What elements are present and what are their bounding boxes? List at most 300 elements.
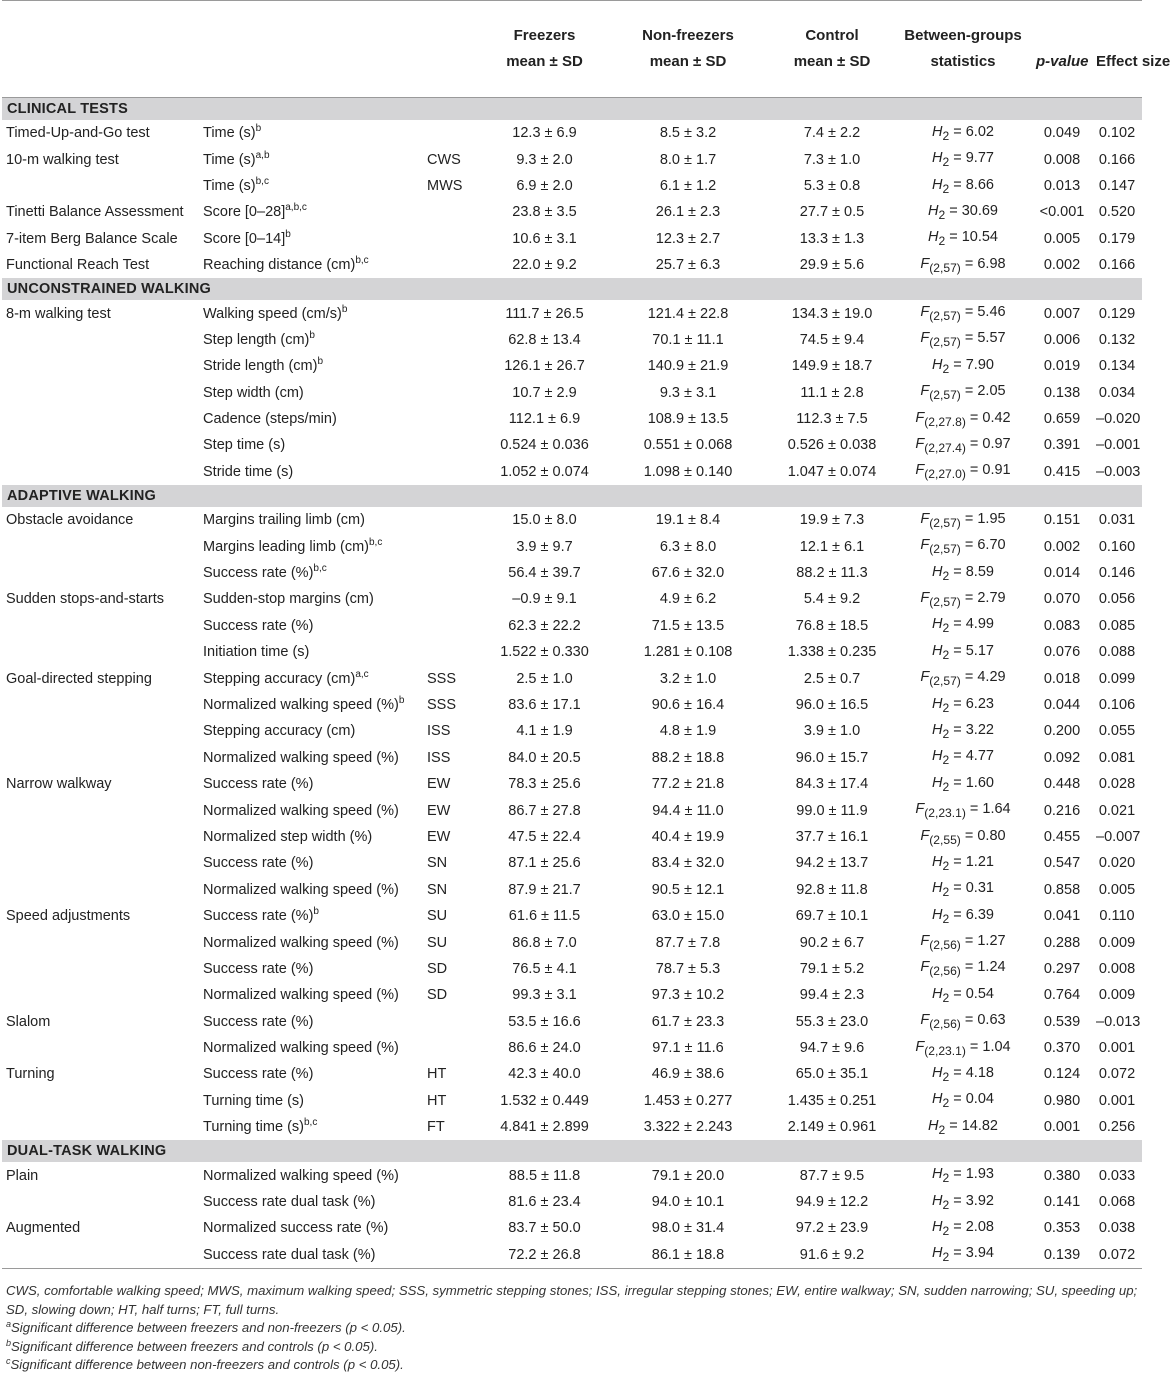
measure-label: Success rate (%)	[203, 617, 314, 634]
nonfreezers-value: 4.9 ± 6.2	[659, 591, 717, 608]
table-row	[2, 850, 1142, 876]
control-value: 90.2 ± 6.7	[799, 934, 865, 951]
table-row	[2, 1088, 1142, 1114]
condition: SN	[427, 881, 448, 898]
stat-value: = 6.23	[949, 695, 994, 712]
nonfreezers-value: 25.7 ± 6.3	[655, 257, 721, 274]
condition	[423, 1162, 483, 1188]
stat-value: = 1.04	[965, 1038, 1011, 1055]
between-groups-stat	[894, 533, 1032, 559]
stat-letter: F	[920, 590, 930, 606]
stat-value: = 1.21	[949, 853, 994, 870]
test-name: Speed adjustments	[6, 908, 131, 925]
between-groups-stat	[894, 956, 1032, 982]
between-groups-stat	[894, 639, 1032, 665]
table-row	[2, 1009, 1142, 1035]
stat-subscript: 2	[942, 885, 950, 900]
stat-letter: F	[915, 409, 925, 426]
effect-size: 0.020	[1098, 855, 1136, 872]
stat-value: = 0.04	[949, 1091, 994, 1108]
condition: SU	[427, 908, 448, 925]
freezers-value: 112.1 ± 6.9	[508, 411, 581, 428]
measure-label: Normalized walking speed (%)	[203, 881, 399, 898]
results-table	[2, 0, 1170, 1269]
measure-cell	[199, 1162, 423, 1188]
table-row	[2, 459, 1142, 485]
stat-subscript: 2	[942, 911, 950, 926]
footnote-c	[6, 1356, 1138, 1375]
measure-cell	[199, 507, 423, 533]
stat-letter: H	[932, 563, 943, 580]
control-value: 94.9 ± 12.2	[795, 1194, 869, 1211]
nonfreezers-value: 6.3 ± 8.0	[659, 538, 717, 555]
table-row	[2, 406, 1142, 432]
stat-letter: H	[932, 356, 943, 373]
table-row	[2, 1114, 1142, 1140]
effect-size: 0.072	[1098, 1066, 1136, 1083]
stat-value: = 1.64	[965, 801, 1011, 818]
p-value: 0.007	[1043, 305, 1081, 322]
nonfreezers-value: 4.8 ± 1.9	[659, 723, 717, 740]
measure-label: Success rate dual task (%)	[203, 1194, 376, 1211]
freezers-value: 83.6 ± 17.1	[508, 697, 581, 713]
measure-cell	[199, 903, 423, 929]
p-value: 0.005	[1043, 230, 1081, 247]
p-value: 0.001	[1043, 1119, 1081, 1136]
table-row	[2, 692, 1142, 718]
stat-subscript: (2,27.0)	[924, 467, 966, 482]
between-groups-stat	[894, 1009, 1032, 1035]
effect-size: 0.102	[1098, 125, 1136, 142]
measure-cell	[199, 432, 423, 458]
effect-size: 0.110	[1099, 908, 1135, 925]
section-title: UNCONSTRAINED WALKING	[2, 278, 1142, 300]
measure-label: Normalized walking speed (%)	[203, 802, 399, 819]
stat-letter: F	[920, 933, 930, 950]
stat-letter: H	[932, 1218, 943, 1235]
nonfreezers-value: 97.3 ± 10.2	[651, 987, 725, 1004]
stat-value: = 2.79	[960, 590, 1006, 606]
stat-subscript: 2	[942, 1250, 950, 1265]
stat-letter: H	[932, 1192, 943, 1209]
effect-size: 0.160	[1098, 538, 1136, 555]
stat-subscript: (2,27.4)	[924, 440, 966, 455]
between-groups-stat	[894, 1061, 1032, 1087]
freezers-value: 87.1 ± 25.6	[508, 855, 581, 872]
p-value: 0.006	[1043, 331, 1081, 348]
stat-letter: F	[920, 959, 930, 976]
test-name	[2, 353, 199, 379]
header-effect-label: Effect size	[1096, 53, 1170, 70]
stat-value: = 3.22	[949, 721, 994, 738]
test-name	[2, 380, 199, 406]
stat-subscript: 2	[938, 207, 946, 222]
stat-value: = 0.80	[960, 827, 1006, 844]
footnote-b-text: Significant difference between freezers and controls (p < 0.05).	[11, 1338, 378, 1354]
nonfreezers-value: 94.0 ± 10.1	[651, 1194, 725, 1211]
control-value: 69.7 ± 10.1	[795, 908, 869, 925]
freezers-value: 62.8 ± 13.4	[508, 331, 581, 348]
freezers-value: 47.5 ± 22.4	[508, 828, 581, 845]
table-row	[2, 1189, 1142, 1215]
control-value: 92.8 ± 11.8	[796, 881, 868, 898]
between-groups-stat	[894, 146, 1032, 172]
stat-letter: F	[920, 304, 930, 321]
stat-letter: F	[915, 801, 925, 818]
test-name	[2, 797, 199, 823]
measure-label: Success rate (%)	[203, 776, 314, 793]
measure-cell	[199, 146, 423, 172]
control-value: 5.3 ± 0.8	[803, 177, 861, 194]
significance-mark: b,c	[303, 1117, 318, 1129]
between-groups-stat	[894, 586, 1032, 612]
measure-label: Stepping accuracy (cm)	[203, 670, 356, 687]
measure-label: Stride time (s)	[203, 463, 294, 480]
measure-cell	[199, 850, 423, 876]
stat-subscript: 2	[942, 858, 950, 873]
header-nonfreezers	[606, 1, 770, 98]
nonfreezers-value: 67.6 ± 32.0	[651, 565, 725, 582]
table-row	[2, 903, 1142, 929]
effect-size: –0.007	[1096, 828, 1141, 845]
control-value: 134.3 ± 19.0	[791, 305, 873, 322]
stat-value: = 5.17	[949, 642, 994, 659]
measure-label: Margins trailing limb (cm)	[203, 512, 365, 529]
between-groups-stat	[894, 353, 1032, 379]
stat-value: = 0.42	[965, 409, 1011, 426]
freezers-value: 56.4 ± 39.7	[508, 565, 581, 582]
measure-label: Margins leading limb (cm)	[203, 538, 369, 555]
stat-value: = 30.69	[945, 202, 998, 219]
freezers-value: 72.2 ± 26.8	[483, 1242, 606, 1269]
between-groups-stat	[894, 380, 1032, 406]
stat-value: = 0.54	[949, 985, 994, 1002]
control-value: 99.0 ± 11.9	[796, 802, 868, 819]
stat-value: = 1.60	[949, 774, 994, 791]
stat-letter: H	[927, 202, 939, 219]
effect-size: 0.147	[1098, 177, 1136, 194]
p-value: 0.044	[1043, 697, 1081, 713]
significance-mark: b,c	[355, 255, 369, 267]
p-value: 0.370	[1043, 1040, 1081, 1057]
condition	[423, 406, 483, 432]
stat-letter: H	[932, 616, 943, 633]
stat-subscript: (2,57)	[929, 515, 961, 530]
nonfreezers-value: 70.1 ± 11.1	[652, 331, 724, 348]
test-name: Slalom	[6, 1013, 51, 1030]
p-value: 0.547	[1043, 855, 1081, 872]
stat-letter: H	[932, 906, 943, 923]
measure-label: Success rate (%)	[203, 855, 314, 872]
p-value: 0.980	[1043, 1092, 1081, 1109]
section-header-row	[2, 98, 1142, 121]
table-row	[2, 120, 1142, 146]
stat-subscript: (2,57)	[929, 388, 961, 403]
stat-value: = 6.98	[960, 255, 1006, 272]
test-name	[2, 1242, 199, 1269]
effect-size: 0.146	[1098, 565, 1136, 582]
nonfreezers-value: 9.3 ± 3.1	[659, 384, 717, 401]
test-name	[2, 639, 199, 665]
table-row	[2, 252, 1142, 278]
stat-letter: F	[920, 510, 930, 527]
condition: SD	[427, 987, 448, 1004]
condition	[423, 327, 483, 353]
effect-size: 0.031	[1098, 512, 1136, 529]
control-value: 55.3 ± 23.0	[795, 1013, 869, 1030]
test-name	[2, 956, 199, 982]
p-value: 0.288	[1043, 934, 1081, 951]
test-name: Obstacle avoidance	[6, 512, 134, 529]
footnote-a-text: Significant difference between freezers and non-freezers (p < 0.05).	[11, 1320, 406, 1335]
measure-cell	[199, 353, 423, 379]
measure-cell	[199, 252, 423, 278]
stat-value: = 10.54	[945, 229, 998, 246]
test-name: Plain	[6, 1167, 39, 1184]
table-row	[2, 718, 1142, 744]
stat-value: = 0.91	[965, 462, 1011, 479]
between-groups-stat	[894, 929, 1032, 955]
effect-size: 0.166	[1098, 151, 1136, 168]
stat-subscript: 2	[942, 753, 950, 768]
control-value: 94.7 ± 9.6	[799, 1040, 865, 1057]
stat-value: = 5.46	[960, 304, 1006, 321]
test-name	[2, 613, 199, 639]
condition	[423, 560, 483, 586]
stat-letter: F	[920, 255, 930, 272]
control-value: 7.4 ± 2.2	[803, 125, 861, 142]
measure-cell	[199, 824, 423, 850]
stat-subscript: (2,56)	[929, 964, 961, 979]
measure-cell	[199, 956, 423, 982]
p-value: 0.049	[1043, 125, 1081, 142]
table-row	[2, 771, 1142, 797]
between-groups-stat	[894, 406, 1032, 432]
stat-subscript: 2	[942, 621, 950, 636]
table-row	[2, 173, 1142, 199]
stat-letter: H	[932, 176, 943, 193]
measure-cell	[199, 877, 423, 903]
significance-mark: b	[309, 329, 315, 341]
p-value: 0.002	[1043, 538, 1081, 555]
control-value: 149.9 ± 18.7	[791, 358, 873, 375]
effect-size: –0.003	[1096, 463, 1141, 480]
table-row	[2, 1035, 1142, 1061]
condition	[423, 1215, 483, 1241]
footnote-b	[6, 1338, 1138, 1357]
table-row	[2, 353, 1142, 379]
measure-label: Step length (cm)	[203, 331, 310, 348]
measure-cell	[199, 586, 423, 612]
freezers-value: 87.9 ± 21.7	[508, 881, 581, 898]
stat-subscript: (2,27.8)	[924, 414, 966, 429]
stat-value: = 14.82	[945, 1117, 998, 1134]
between-groups-stat	[894, 199, 1032, 225]
freezers-value: 23.8 ± 3.5	[512, 204, 577, 221]
test-name: Narrow walkway	[6, 776, 112, 793]
table-row	[2, 613, 1142, 639]
freezers-value: 88.5 ± 11.8	[508, 1167, 581, 1184]
stat-subscript: 2	[942, 155, 950, 170]
effect-size: 0.179	[1098, 230, 1136, 247]
footnote-a-mark: a	[6, 1319, 12, 1329]
table-row	[2, 533, 1142, 559]
condition	[423, 533, 483, 559]
condition	[423, 1242, 483, 1269]
header-pvalue-label: p-value	[1036, 53, 1089, 70]
stat-letter: H	[932, 1166, 943, 1183]
test-name	[2, 718, 199, 744]
measure-cell	[199, 459, 423, 485]
measure-label: Normalized success rate (%)	[203, 1220, 389, 1237]
stat-subscript: (2,56)	[929, 1017, 961, 1032]
effect-size: 0.034	[1098, 384, 1136, 401]
stat-subscript: (2,57)	[929, 260, 961, 275]
stat-value: = 2.08	[949, 1218, 994, 1235]
control-value: 91.6 ± 9.2	[770, 1242, 894, 1269]
nonfreezers-value: 121.4 ± 22.8	[647, 305, 729, 322]
p-value: 0.455	[1043, 828, 1081, 845]
measure-label: Normalized walking speed (%)	[203, 1040, 399, 1057]
control-value: 2.149 ± 0.961	[787, 1119, 877, 1136]
freezers-value: 1.522 ± 0.330	[500, 644, 589, 661]
section-title: CLINICAL TESTS	[2, 98, 1142, 121]
condition: HT	[427, 1066, 447, 1083]
control-value: 112.3 ± 7.5	[796, 411, 868, 428]
effect-size: 0.068	[1098, 1194, 1136, 1211]
freezers-value: 78.3 ± 25.6	[508, 776, 581, 793]
between-groups-stat	[894, 1162, 1032, 1188]
control-value: 96.0 ± 16.5	[795, 697, 869, 713]
table-row	[2, 507, 1142, 533]
freezers-value: 10.6 ± 3.1	[512, 230, 577, 247]
condition: SSS	[427, 697, 457, 713]
control-value: 11.1 ± 2.8	[800, 384, 864, 401]
stat-letter: F	[920, 1012, 930, 1029]
header-effect	[1092, 1, 1170, 98]
measure-label: Success rate (%)	[203, 960, 314, 977]
between-groups-stat	[894, 1035, 1032, 1061]
stat-letter: F	[920, 537, 930, 554]
stat-letter: F	[915, 436, 925, 453]
measure-cell	[199, 560, 423, 586]
measure-cell	[199, 1189, 423, 1215]
effect-size: 0.129	[1098, 305, 1136, 322]
effect-size: 0.038	[1098, 1220, 1136, 1237]
stat-subscript: 2	[942, 990, 950, 1005]
freezers-value: 53.5 ± 16.6	[508, 1013, 581, 1030]
stat-subscript: 2	[942, 726, 950, 741]
test-name	[2, 173, 199, 199]
between-groups-stat	[894, 252, 1032, 278]
p-value: 0.014	[1043, 565, 1081, 582]
stat-subscript: (2,55)	[929, 832, 961, 847]
measure-cell	[199, 929, 423, 955]
effect-size: 0.028	[1098, 776, 1136, 793]
measure-cell	[199, 1114, 423, 1140]
stat-subscript: (2,57)	[929, 542, 961, 557]
stat-subscript: 2	[942, 361, 950, 376]
nonfreezers-value: 71.5 ± 13.5	[651, 617, 725, 634]
table-row	[2, 797, 1142, 823]
table-row	[2, 956, 1142, 982]
effect-size: –0.013	[1096, 1013, 1141, 1030]
measure-cell	[199, 406, 423, 432]
stat-value: = 4.18	[949, 1065, 994, 1082]
between-groups-stat	[894, 459, 1032, 485]
between-groups-stat	[894, 1215, 1032, 1241]
measure-label: Stride length (cm)	[203, 358, 318, 375]
measure-label: Step width (cm)	[203, 384, 304, 401]
footnote-c-text: Significant difference between non-freezers and controls (p < 0.05).	[10, 1357, 404, 1372]
test-name: Goal-directed stepping	[6, 670, 152, 687]
measure-cell	[199, 300, 423, 326]
between-groups-stat	[894, 226, 1032, 252]
stat-value: = 3.92	[949, 1192, 994, 1209]
nonfreezers-value: 12.3 ± 2.7	[655, 230, 721, 247]
between-groups-stat	[894, 432, 1032, 458]
significance-mark: b	[285, 228, 291, 240]
effect-size: 0.009	[1098, 987, 1136, 1004]
stat-letter: H	[932, 642, 943, 659]
control-value: 84.3 ± 17.4	[795, 776, 869, 793]
condition	[423, 252, 483, 278]
measure-label: Time (s)	[203, 151, 256, 168]
stat-subscript: 2	[942, 779, 950, 794]
p-value: 0.041	[1043, 908, 1081, 925]
table-row	[2, 1215, 1142, 1241]
condition	[423, 507, 483, 533]
condition: SU	[427, 934, 448, 951]
nonfreezers-value: 86.1 ± 18.8	[606, 1242, 770, 1269]
freezers-value: 4.1 ± 1.9	[516, 723, 573, 740]
freezers-value: 62.3 ± 22.2	[508, 617, 581, 634]
nonfreezers-value: 40.4 ± 19.9	[651, 828, 725, 845]
freezers-value: 111.7 ± 26.5	[505, 305, 584, 322]
header-control-sub: mean ± SD	[793, 53, 871, 70]
stat-value: = 1.95	[960, 510, 1006, 527]
test-name	[2, 850, 199, 876]
nonfreezers-value: 98.0 ± 31.4	[651, 1220, 725, 1237]
effect-size: 0.033	[1098, 1167, 1136, 1184]
stat-letter: F	[915, 1038, 925, 1055]
control-value: 97.2 ± 23.9	[795, 1220, 869, 1237]
significance-mark: a,b,c	[285, 202, 307, 214]
condition: ISS	[427, 723, 451, 740]
test-name	[2, 824, 199, 850]
freezers-value: 3.9 ± 9.7	[516, 538, 573, 555]
effect-size: 0.008	[1098, 960, 1136, 977]
p-value: 0.380	[1043, 1167, 1081, 1184]
footnote-abbreviations: CWS, comfortable walking speed; MWS, maximum walking speed; SSS, symmetric stepping stones; ISS, irregular stepping stones; EW, entire walkway; SN, sudden narrowing; SU, speeding up; SD, slowing down; HT, half turns; FT, full turns.	[6, 1283, 1138, 1317]
freezers-value: 42.3 ± 40.0	[508, 1066, 581, 1083]
condition	[423, 1035, 483, 1061]
condition: ISS	[427, 749, 451, 766]
stat-letter: H	[932, 853, 943, 870]
between-groups-stat	[894, 771, 1032, 797]
effect-size: 0.005	[1098, 881, 1136, 898]
between-groups-stat	[894, 173, 1032, 199]
freezers-value: 1.052 ± 0.074	[500, 463, 589, 480]
p-value: 0.415	[1043, 463, 1081, 480]
freezers-value: 1.532 ± 0.449	[500, 1092, 589, 1109]
effect-size: 0.106	[1098, 697, 1136, 713]
stat-letter: H	[932, 150, 943, 167]
test-name	[2, 929, 199, 955]
nonfreezers-value: 88.2 ± 18.8	[651, 749, 725, 766]
nonfreezers-value: 97.1 ± 11.6	[652, 1040, 724, 1057]
stat-value: = 4.77	[949, 748, 994, 765]
